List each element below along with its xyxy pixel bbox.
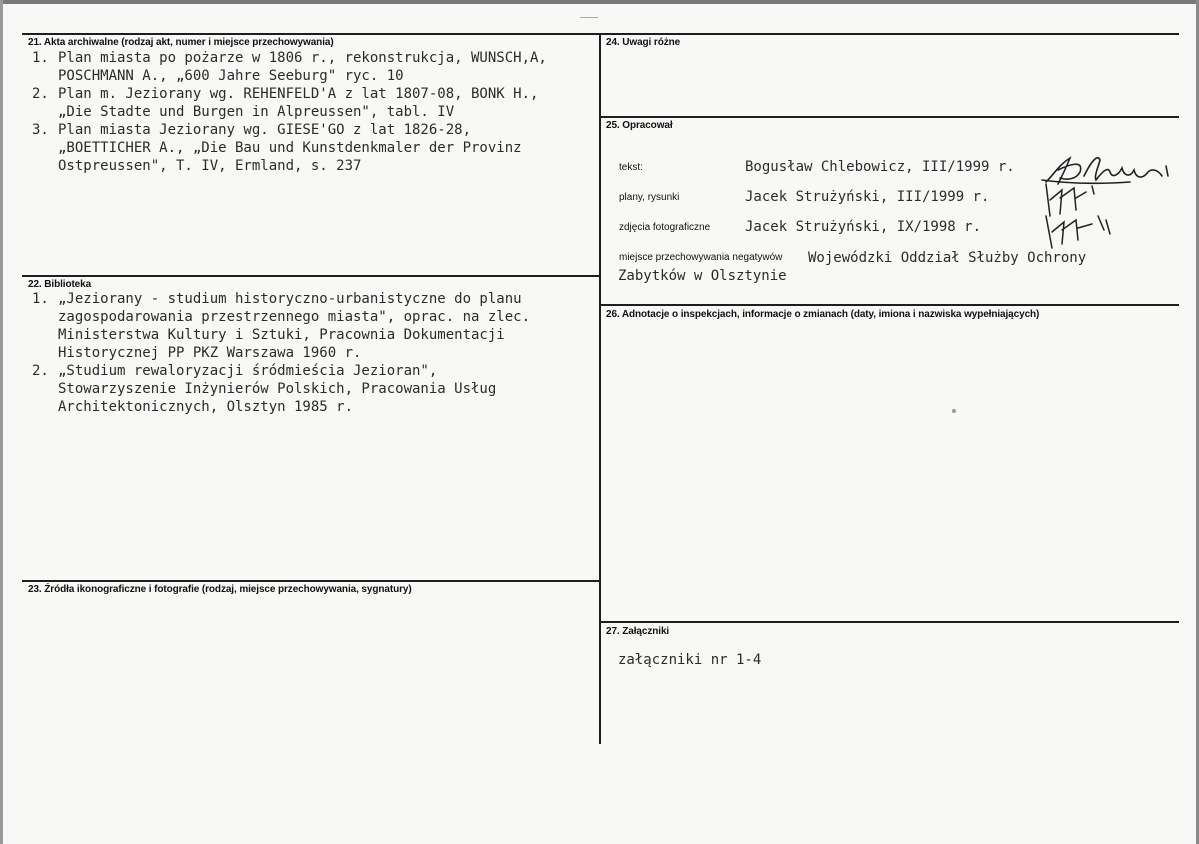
list-item (32, 49, 547, 85)
rule-22-23 (22, 580, 599, 582)
item-line: zagospodarowania przestrzennego miasta", oprac. na zlec. (58, 309, 531, 325)
rule-24-25 (600, 116, 1179, 118)
list-item (32, 362, 530, 416)
negatywy-label: miejsce przechowywania negatywów (619, 252, 783, 263)
plany-label: plany, rysunki (619, 192, 680, 203)
zdjecia-label: zdjęcia fotograficzne (619, 222, 711, 233)
item-number: 3. (32, 122, 49, 138)
rule-26-27 (600, 621, 1179, 623)
rule-vertical-center (599, 33, 601, 744)
zdjecia-value: Jacek Strużyński, IX/1998 r. (745, 219, 982, 235)
item-line: Ministerstwa Kultury i Sztuki, Pracownia Dokumentacji (58, 327, 505, 343)
negatywy-value-line1: Wojewódzki Oddział Służby Ochrony (808, 250, 1087, 266)
rule-top (22, 33, 1179, 35)
scan-edge-top (0, 0, 1199, 4)
section-22-header: 22. Biblioteka (28, 279, 92, 290)
list-item (32, 121, 547, 175)
scan-speck (952, 409, 956, 413)
item-line: Plan m. Jeziorany wg. REHENFELD'A z lat 1807-08, BONK H., (58, 86, 539, 102)
item-line: Stowarzyszenie Inżynierów Polskich, Pracowania Usług (58, 381, 497, 397)
item-line: „Jeziorany - studium historyczno-urbanistyczne do planu (58, 291, 522, 307)
item-line: „Studium rewaloryzacji śródmieścia Jezioran", (58, 363, 438, 379)
plany-value: Jacek Strużyński, III/1999 r. (745, 189, 990, 205)
scan-edge-left (0, 0, 3, 844)
item-number: 2. (32, 86, 49, 102)
section-23-header: 23. Źródła ikonograficzne i fotografie (rodzaj, miejsce przechowywania, sygnatury) (28, 584, 412, 595)
section-25-header: 25. Opracował (606, 120, 673, 131)
item-line: Plan miasta po pożarze w 1806 r., rekonstrukcja, WUNSCH,A, (58, 50, 547, 66)
section-27-value: załączniki nr 1-4 (618, 652, 762, 668)
item-line: „Die Stadte und Burgen in Alpreussen", tabl. IV (58, 104, 455, 120)
item-line: „BOETTICHER A., „Die Bau und Kunstdenkmaler der Provinz (58, 140, 522, 156)
section-24-header: 24. Uwagi różne (606, 37, 681, 48)
tekst-value: Bogusław Chlebowicz, III/1999 r. (745, 159, 1015, 175)
section-21-header: 21. Akta archiwalne (rodzaj akt, numer i miejsce przechowywania) (28, 37, 334, 48)
item-number: 1. (32, 50, 49, 66)
section-21-list (32, 49, 547, 175)
tekst-label: tekst: (619, 162, 643, 173)
item-line: POSCHMANN A., „600 Jahre Seeburg" ryc. 10 (58, 68, 404, 84)
rule-25-26 (600, 304, 1179, 306)
rule-21-22 (22, 275, 599, 277)
list-item (32, 85, 547, 121)
item-line: Architektonicznych, Olsztyn 1985 r. (58, 399, 354, 415)
item-line: Plan miasta Jeziorany wg. GIESE'GO z lat 1826-28, (58, 122, 472, 138)
signature-struzynski-2 (1040, 210, 1120, 250)
section-22-list (32, 290, 530, 416)
item-line: Historycznej PP PKZ Warszawa 1960 r. (58, 345, 362, 361)
scan-speck (580, 17, 598, 18)
negatywy-value-line2: Zabytków w Olsztynie (618, 268, 787, 284)
item-number: 2. (32, 363, 49, 379)
item-number: 1. (32, 291, 49, 307)
section-27-header: 27. Załączniki (606, 626, 670, 637)
section-26-header: 26. Adnotacje o inspekcjach, informacje o zmianach (daty, imiona i nazwiska wypełniających) (606, 309, 1040, 320)
item-line: Ostpreussen", T. IV, Ermland, s. 237 (58, 158, 362, 174)
list-item (32, 290, 530, 362)
